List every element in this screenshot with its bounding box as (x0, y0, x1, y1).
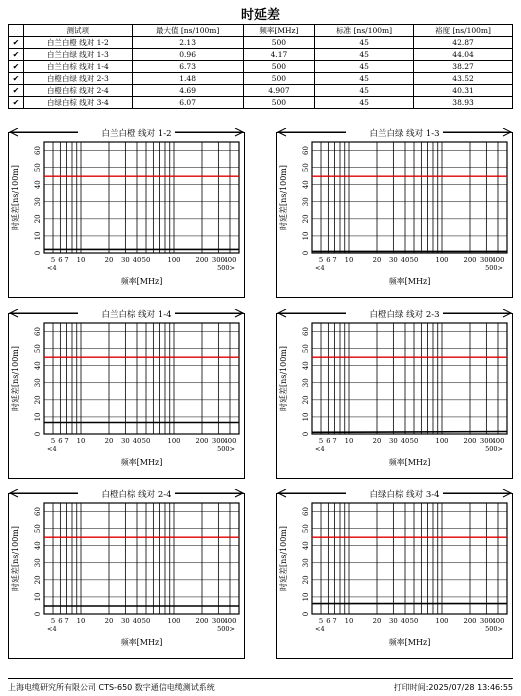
y-tick-label: 40 (34, 541, 42, 551)
x-tick-label: 20 (372, 437, 382, 445)
x-max-label: 500> (485, 264, 503, 272)
y-tick-label: 10 (302, 592, 310, 602)
x-tick-label: 100 (167, 256, 181, 264)
chart-panel (276, 128, 513, 298)
x-tick-label: 300 (211, 256, 225, 264)
y-axis-label: 时延差[ns/100m] (279, 525, 288, 592)
chart-svg (276, 128, 513, 298)
table-header-std: 标准 [ns/100m] (315, 25, 414, 37)
x-tick-label: 50 (141, 617, 151, 625)
x-tick-label: 200 (195, 617, 209, 625)
y-tick-label: 40 (34, 361, 42, 371)
plot-area (312, 142, 507, 253)
x-tick-label: 6 (58, 437, 63, 445)
chart-panel (276, 489, 513, 659)
y-tick-label: 20 (34, 395, 42, 405)
x-axis-label: 频率[MHz] (120, 458, 163, 467)
y-tick-label: 20 (302, 575, 310, 585)
x-tick-label: 50 (409, 437, 419, 445)
x-tick-label: 50 (141, 437, 151, 445)
x-tick-label: 30 (121, 617, 130, 625)
x-min-label: <4 (47, 625, 57, 633)
title-bracket-left (10, 489, 78, 497)
x-max-label: 500> (485, 445, 503, 453)
check-icon: ✔ (9, 37, 24, 49)
footer-divider (8, 678, 513, 679)
x-tick-label: 7 (332, 256, 337, 264)
table-cell-std: 45 (315, 61, 414, 73)
plot-area (312, 323, 507, 434)
x-tick-label: 10 (344, 256, 354, 264)
title-bracket-left (10, 309, 78, 317)
x-tick-label: 100 (167, 617, 181, 625)
check-icon: ✔ (9, 97, 24, 109)
y-tick-label: 0 (302, 611, 310, 617)
x-tick-label: 300 (211, 437, 225, 445)
check-icon: ✔ (9, 61, 24, 73)
x-tick-label: 20 (104, 256, 114, 264)
y-tick-label: 50 (302, 524, 310, 534)
title-bracket-right (175, 489, 243, 497)
x-tick-label: 7 (332, 437, 337, 445)
x-tick-label: 40 (132, 617, 142, 625)
y-tick-label: 60 (302, 146, 310, 155)
table-header-row (9, 25, 513, 37)
y-tick-label: 20 (34, 575, 42, 585)
x-tick-label: 6 (58, 617, 63, 625)
table-header-freq: 频率[MHz] (243, 25, 315, 37)
y-tick-label: 20 (302, 395, 310, 405)
footer-company: 上海电缆研究所有限公司 CTS-650 数字通信电缆测试系统 (8, 683, 215, 692)
x-tick-label: 7 (64, 617, 69, 625)
title-bracket-right (175, 128, 243, 136)
table-header-margin: 裕度 [ns/100m] (414, 25, 513, 37)
chart-title: 白橙白棕 线对 2-4 (101, 490, 172, 500)
x-tick-label: 5 (318, 617, 324, 625)
table-cell-freq: 500 (243, 37, 315, 49)
x-tick-label: 400 (223, 617, 237, 625)
y-tick-label: 60 (302, 507, 310, 516)
x-tick-label: 300 (211, 617, 225, 625)
table-cell-std: 45 (315, 85, 414, 97)
y-tick-label: 50 (34, 163, 42, 173)
x-tick-label: 50 (409, 617, 419, 625)
y-tick-label: 30 (34, 558, 42, 568)
y-tick-label: 0 (302, 250, 310, 256)
chart-svg (276, 309, 513, 479)
x-tick-label: 10 (76, 256, 86, 264)
chart-panel (8, 128, 245, 298)
x-min-label: <4 (315, 264, 325, 272)
table-cell-freq: 500 (243, 61, 315, 73)
x-max-label: 500> (217, 625, 235, 633)
y-tick-label: 40 (302, 541, 310, 551)
x-tick-label: 7 (332, 617, 337, 625)
x-tick-label: 200 (195, 437, 209, 445)
x-tick-label: 100 (435, 617, 449, 625)
x-tick-label: 6 (58, 256, 63, 264)
x-tick-label: 5 (50, 256, 56, 264)
plot-area (312, 503, 507, 614)
x-tick-label: 400 (223, 256, 237, 264)
y-tick-label: 60 (302, 327, 310, 336)
title-bracket-right (175, 309, 243, 317)
table-cell-freq: 4.17 (243, 49, 315, 61)
x-tick-label: 10 (76, 617, 86, 625)
table-cell-std: 45 (315, 73, 414, 85)
chart-svg (8, 489, 245, 659)
y-tick-label: 50 (34, 344, 42, 354)
x-tick-label: 20 (372, 617, 382, 625)
x-tick-label: 10 (76, 437, 86, 445)
y-axis-label: 时延差[ns/100m] (11, 345, 20, 412)
chart-title: 白兰白橙 线对 1-2 (101, 129, 172, 139)
y-tick-label: 10 (302, 412, 310, 422)
x-tick-label: 100 (435, 256, 449, 264)
table-row (9, 49, 513, 61)
x-tick-label: 20 (372, 256, 382, 264)
table-cell-max: 2.13 (132, 37, 243, 49)
plot-area (44, 142, 239, 253)
x-max-label: 500> (217, 445, 235, 453)
x-tick-label: 30 (389, 256, 398, 264)
chart-svg (276, 489, 513, 659)
plot-area (44, 323, 239, 434)
title-bracket-right (443, 489, 511, 497)
x-max-label: 500> (217, 264, 235, 272)
y-tick-label: 10 (302, 231, 310, 241)
x-tick-label: 300 (479, 437, 493, 445)
chart-panel (8, 309, 245, 479)
x-tick-label: 20 (104, 617, 114, 625)
x-axis-label: 频率[MHz] (120, 638, 163, 647)
table-cell-freq: 500 (243, 73, 315, 85)
table-row (9, 85, 513, 97)
x-tick-label: 400 (491, 256, 505, 264)
x-tick-label: 7 (64, 437, 69, 445)
check-icon: ✔ (9, 73, 24, 85)
x-tick-label: 100 (167, 437, 181, 445)
table-cell-std: 45 (315, 97, 414, 109)
check-icon: ✔ (9, 49, 24, 61)
table-cell-max: 6.73 (132, 61, 243, 73)
y-tick-label: 40 (302, 361, 310, 371)
x-tick-label: 200 (463, 256, 477, 264)
x-tick-label: 7 (64, 256, 69, 264)
table-cell-margin: 43.52 (414, 73, 513, 85)
y-tick-label: 30 (302, 197, 310, 207)
y-tick-label: 10 (34, 412, 42, 422)
x-tick-label: 40 (400, 617, 410, 625)
y-tick-label: 0 (34, 431, 42, 437)
x-tick-label: 40 (400, 437, 410, 445)
y-tick-label: 60 (34, 507, 42, 516)
x-tick-label: 5 (318, 437, 324, 445)
check-icon: ✔ (9, 85, 24, 97)
y-tick-label: 50 (302, 163, 310, 173)
y-tick-label: 30 (302, 558, 310, 568)
plot-area (44, 503, 239, 614)
x-tick-label: 40 (132, 256, 142, 264)
y-tick-label: 30 (34, 378, 42, 388)
x-tick-label: 5 (50, 437, 56, 445)
x-tick-label: 400 (223, 437, 237, 445)
y-tick-label: 40 (34, 180, 42, 190)
x-tick-label: 200 (195, 256, 209, 264)
table-cell-margin: 38.93 (414, 97, 513, 109)
table-cell-freq: 4.907 (243, 85, 315, 97)
chart-panel (8, 489, 245, 659)
y-tick-label: 20 (34, 214, 42, 224)
x-tick-label: 5 (50, 617, 56, 625)
y-tick-label: 40 (302, 180, 310, 190)
title-bracket-left (278, 128, 346, 136)
table-row (9, 61, 513, 73)
y-tick-label: 20 (302, 214, 310, 224)
y-axis-label: 时延差[ns/100m] (11, 164, 20, 231)
table-cell-max: 4.69 (132, 85, 243, 97)
y-tick-label: 30 (34, 197, 42, 207)
x-tick-label: 300 (479, 617, 493, 625)
table-cell-margin: 42.87 (414, 37, 513, 49)
y-tick-label: 10 (34, 231, 42, 241)
y-tick-label: 0 (34, 250, 42, 256)
footer-print-time: 打印时间:2025/07/28 13:46:55 (393, 683, 513, 692)
table-cell-margin: 44.04 (414, 49, 513, 61)
table-cell-max: 0.96 (132, 49, 243, 61)
x-tick-label: 10 (344, 617, 354, 625)
y-axis-label: 时延差[ns/100m] (279, 164, 288, 231)
table-cell-margin: 38.27 (414, 61, 513, 73)
title-bracket-left (278, 489, 346, 497)
x-tick-label: 100 (435, 437, 449, 445)
y-tick-label: 10 (34, 592, 42, 602)
x-tick-label: 300 (479, 256, 493, 264)
x-tick-label: 6 (326, 437, 331, 445)
y-tick-label: 60 (34, 327, 42, 336)
x-axis-label: 频率[MHz] (388, 277, 431, 286)
y-tick-label: 30 (302, 378, 310, 388)
chart-title: 白绿白棕 线对 3-4 (369, 490, 440, 500)
chart-title: 白橙白绿 线对 2-3 (369, 310, 440, 320)
title-bracket-left (10, 128, 78, 136)
table-cell-item: 白绿白棕 线对 3-4 (24, 97, 133, 109)
y-tick-label: 0 (302, 431, 310, 437)
x-tick-label: 50 (409, 256, 419, 264)
table-cell-item: 白兰白橙 线对 1-2 (24, 37, 133, 49)
x-tick-label: 6 (326, 256, 331, 264)
chart-panel (276, 309, 513, 479)
x-axis-label: 频率[MHz] (388, 638, 431, 647)
chart-title: 白兰白绿 线对 1-3 (369, 129, 440, 139)
chart-svg (8, 128, 245, 298)
x-axis-label: 频率[MHz] (388, 458, 431, 467)
x-min-label: <4 (47, 264, 57, 272)
table-row (9, 97, 513, 109)
x-tick-label: 50 (141, 256, 151, 264)
x-min-label: <4 (47, 445, 57, 453)
table-cell-margin: 40.31 (414, 85, 513, 97)
x-tick-label: 30 (389, 437, 398, 445)
table-row (9, 37, 513, 49)
x-tick-label: 20 (104, 437, 114, 445)
data-series-line (312, 432, 507, 433)
table-header-max: 最大值 [ns/100m] (132, 25, 243, 37)
x-min-label: <4 (315, 445, 325, 453)
x-tick-label: 30 (121, 437, 130, 445)
x-tick-label: 5 (318, 256, 324, 264)
table-cell-item: 白兰白棕 线对 1-4 (24, 61, 133, 73)
summary-table (8, 24, 513, 109)
y-tick-label: 50 (302, 344, 310, 354)
x-tick-label: 10 (344, 437, 354, 445)
y-axis-label: 时延差[ns/100m] (11, 525, 20, 592)
x-tick-label: 6 (326, 617, 331, 625)
title-bracket-right (443, 128, 511, 136)
y-tick-label: 0 (34, 611, 42, 617)
y-tick-label: 60 (34, 146, 42, 155)
x-min-label: <4 (315, 625, 325, 633)
chart-svg (8, 309, 245, 479)
x-tick-label: 40 (400, 256, 410, 264)
chart-title: 白兰白棕 线对 1-4 (101, 310, 172, 320)
table-cell-freq: 500 (243, 97, 315, 109)
x-tick-label: 40 (132, 437, 142, 445)
x-max-label: 500> (485, 625, 503, 633)
report-title: 时延差 (240, 8, 280, 23)
x-axis-label: 频率[MHz] (120, 277, 163, 286)
table-header-check (9, 25, 24, 37)
x-tick-label: 200 (463, 617, 477, 625)
table-cell-std: 45 (315, 37, 414, 49)
table-cell-max: 1.48 (132, 73, 243, 85)
x-tick-label: 30 (389, 617, 398, 625)
table-row (9, 73, 513, 85)
table-cell-std: 45 (315, 49, 414, 61)
table-header-item: 测试项 (24, 25, 133, 37)
x-tick-label: 30 (121, 256, 130, 264)
y-tick-label: 50 (34, 524, 42, 534)
table-cell-max: 6.07 (132, 97, 243, 109)
title-bracket-right (443, 309, 511, 317)
x-tick-label: 200 (463, 437, 477, 445)
title-bracket-left (278, 309, 346, 317)
y-axis-label: 时延差[ns/100m] (279, 345, 288, 412)
table-cell-item: 白橙白绿 线对 2-3 (24, 73, 133, 85)
table-cell-item: 白橙白棕 线对 2-4 (24, 85, 133, 97)
table-cell-item: 白兰白绿 线对 1-3 (24, 49, 133, 61)
x-tick-label: 400 (491, 437, 505, 445)
x-tick-label: 400 (491, 617, 505, 625)
